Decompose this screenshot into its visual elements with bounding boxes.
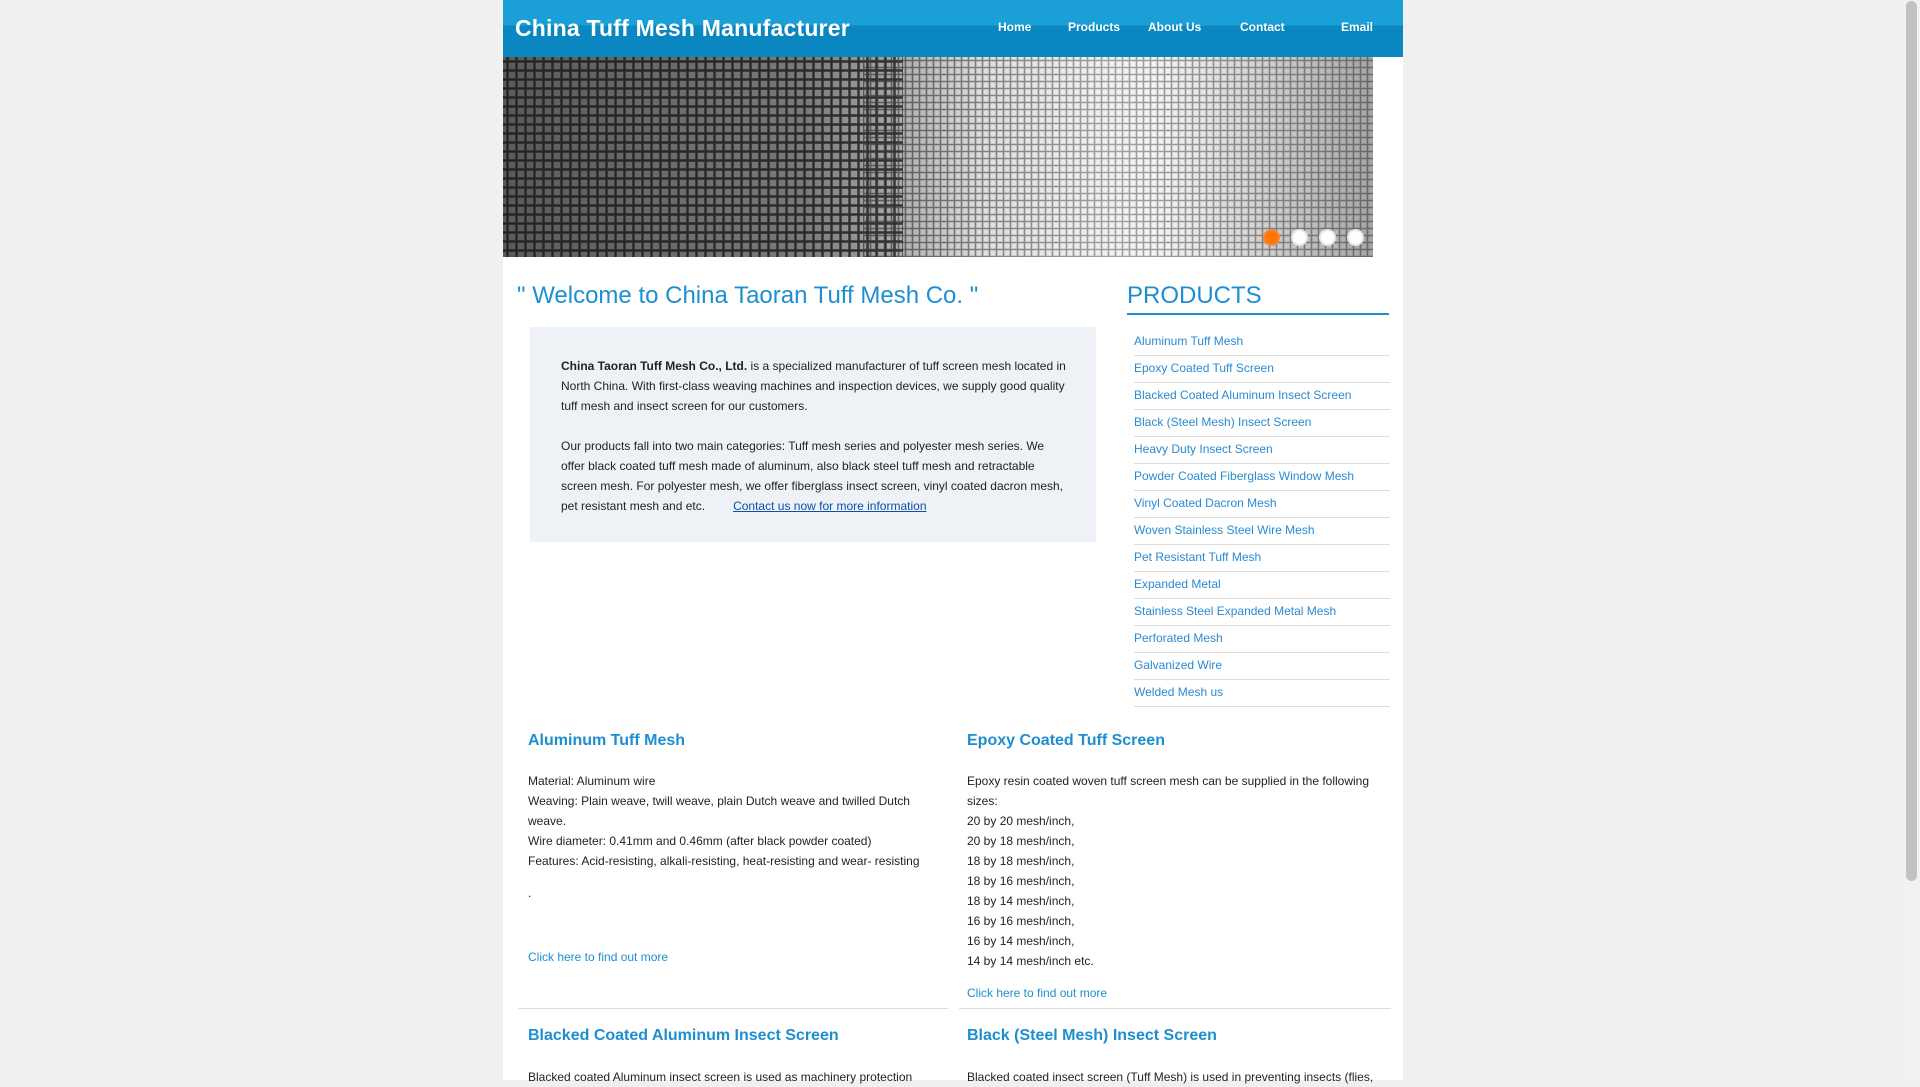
epoxy-section-body [967, 771, 1397, 971]
header-bar [503, 0, 1403, 57]
intro-box [530, 327, 1096, 542]
black-steel-section-text: Blacked coated insect screen (Tuff Mesh) is used in preventing insects (flies, [967, 1070, 1374, 1084]
spec-line: Weaving: Plain weave, twill weave, plain Dutch weave and twilled Dutch [528, 794, 910, 808]
section-divider [518, 1008, 948, 1009]
spec-line: Epoxy resin coated woven tuff screen mesh can be supplied in the following [967, 774, 1370, 788]
product-link[interactable]: Pet Resistant Tuff Mesh [1134, 545, 1390, 572]
slideshow-dots [503, 229, 1373, 249]
product-link[interactable]: Black (Steel Mesh) Insect Screen [1134, 410, 1390, 437]
epoxy-section-title[interactable]: Epoxy Coated Tuff Screen [967, 732, 1165, 749]
intro-paragraph-2-text: Our products fall into two main categories: Tuff mesh series and polyester mesh series. We offer black coated tuff mesh made of aluminum, also black steel tuff mesh and retractable screen mesh. For polyester mesh, we offer fiberglass insect screen, vinyl coated dacron mesh, pet resistant mesh and etc. [561, 439, 1064, 513]
aluminum-section-body [528, 771, 948, 903]
spec-line: 16 by 14 mesh/inch, [967, 934, 1075, 948]
aluminum-section-title[interactable]: Aluminum Tuff Mesh [528, 732, 686, 749]
product-link[interactable]: Expanded Metal [1134, 572, 1390, 599]
product-link[interactable]: Stainless Steel Expanded Metal Mesh [1134, 599, 1390, 626]
product-link[interactable]: Galvanized Wire [1134, 653, 1390, 680]
aluminum-find-out-more-link[interactable]: Click here to find out more [528, 950, 669, 964]
page [503, 0, 1403, 1084]
blacked-section-title[interactable]: Blacked Coated Aluminum Insect Screen [528, 1027, 839, 1044]
black-steel-section-title[interactable]: Black (Steel Mesh) Insect Screen [967, 1027, 1217, 1044]
product-link[interactable]: Vinyl Coated Dacron Mesh [1134, 491, 1390, 518]
blacked-section-text: Blacked coated Aluminum insect screen is used as machinery protection [528, 1070, 913, 1084]
product-link[interactable]: Heavy Duty Insect Screen [1134, 437, 1390, 464]
nav-about-us[interactable]: About Us [1148, 20, 1202, 34]
product-link[interactable]: Epoxy Coated Tuff Screen [1134, 356, 1390, 383]
contact-us-link[interactable]: Contact us now for more information [733, 499, 927, 513]
slide-dot-1[interactable] [1263, 229, 1280, 246]
products-divider [1127, 313, 1389, 315]
spec-line: 20 by 20 mesh/inch, [967, 814, 1075, 828]
welcome-heading: " Welcome to China Taoran Tuff Mesh Co. " [517, 282, 979, 309]
spec-line: weave. [528, 814, 567, 828]
spec-line: Material: Aluminum wire [528, 774, 656, 788]
nav-email[interactable]: Email [1341, 20, 1374, 34]
spec-line: 14 by 14 mesh/inch etc. [967, 954, 1094, 968]
mesh-banner-slideshow[interactable] [503, 57, 1373, 257]
scrollbar-thumb[interactable] [1906, 1, 1917, 881]
slide-dot-4[interactable] [1347, 229, 1364, 246]
epoxy-find-out-more-link[interactable]: Click here to find out more [967, 986, 1108, 1000]
product-link[interactable]: Blacked Coated Aluminum Insect Screen [1134, 383, 1390, 410]
spec-line: Features: Acid-resisting, alkali-resisting, heat-resisting and wear- resisting [528, 854, 920, 868]
company-name: China Taoran Tuff Mesh Co., Ltd. [561, 359, 748, 373]
spec-line: sizes: [967, 794, 998, 808]
nav-products[interactable]: Products [1068, 20, 1121, 34]
nav-home[interactable]: Home [998, 20, 1032, 34]
spec-line: Wire diameter: 0.41mm and 0.46mm (after black powder coated) [528, 834, 872, 848]
product-link[interactable]: Woven Stainless Steel Wire Mesh [1134, 518, 1390, 545]
product-link[interactable]: Aluminum Tuff Mesh [1134, 329, 1390, 356]
main-nav [503, 0, 1403, 57]
slide-dot-2[interactable] [1291, 229, 1308, 246]
product-list [1134, 329, 1390, 707]
intro-paragraph-1 [561, 356, 1069, 416]
spec-line: . [528, 886, 532, 900]
nav-contact[interactable]: Contact [1240, 20, 1285, 34]
slide-dot-3[interactable] [1319, 229, 1336, 246]
spec-line: 18 by 18 mesh/inch, [967, 854, 1075, 868]
spec-line: 18 by 14 mesh/inch, [967, 894, 1075, 908]
spec-line: 20 by 18 mesh/inch, [967, 834, 1075, 848]
product-link[interactable]: Powder Coated Fiberglass Window Mesh [1134, 464, 1390, 491]
spec-line: 16 by 16 mesh/inch, [967, 914, 1075, 928]
mesh-banner-image [503, 57, 1373, 257]
page-scrollbar[interactable] [1903, 0, 1920, 1080]
intro-paragraph-2 [561, 436, 1069, 516]
section-divider [959, 1008, 1391, 1009]
intro-paragraph-1-text: is a specialized manufacturer of tuff screen mesh located in North China. With first-class weaving machines and inspection devices, we supply good quality tuff mesh and insect screen for our customers. [561, 359, 1066, 413]
product-link[interactable]: Perforated Mesh [1134, 626, 1390, 653]
site-title[interactable]: China Tuff Mesh Manufacturer [515, 15, 850, 41]
spec-line: 18 by 16 mesh/inch, [967, 874, 1075, 888]
products-heading: PRODUCTS [1127, 282, 1262, 309]
product-link[interactable]: Welded Mesh us [1134, 680, 1390, 707]
